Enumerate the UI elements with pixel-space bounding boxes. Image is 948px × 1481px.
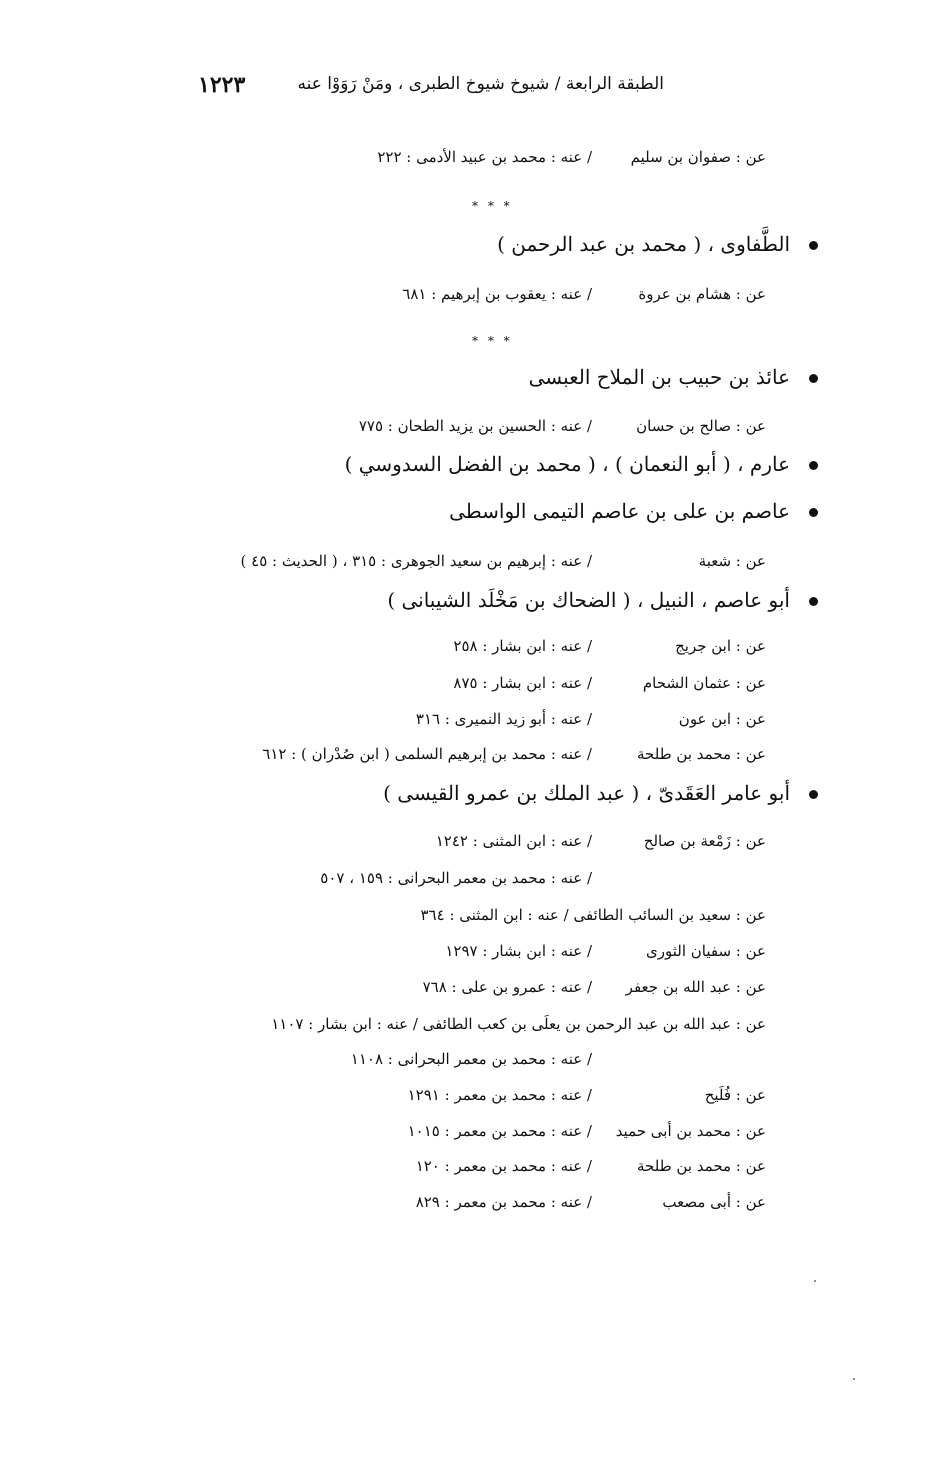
narration-to: / عنه : عمرو بن على : ٧٦٨ — [422, 978, 592, 996]
narration-from: عن : هشام بن عروة — [638, 285, 766, 303]
narration-to: / عنه : محمد بن عبيد الأدمى : ٢٢٢ — [377, 148, 592, 166]
narration-from: عن : عبد الله بن جعفر — [625, 978, 766, 996]
narration-to: / عنه : ابن المثنى : ١٢٤٢ — [435, 832, 592, 850]
bullet-icon — [809, 241, 818, 250]
section-separator: * * * — [472, 199, 513, 213]
entry-heading: عاصم بن على بن عاصم التيمى الواسطى — [449, 499, 790, 523]
narration-to: / عنه : ابن بشار : ١٢٩٧ — [445, 942, 592, 960]
narration-to: / عنه : يعقوب بن إبرهيم : ٦٨١ — [402, 285, 592, 303]
scan-speck — [814, 1280, 816, 1282]
running-header-title: الطبقة الرابعة / شيوخ شيوخ الطبرى ، ومَنْ رَوَوْا عنه — [297, 74, 664, 94]
page-number: ١٢٢٣ — [198, 72, 246, 98]
narration-to: / عنه : محمد بن معمر : ١٢٩١ — [407, 1086, 592, 1104]
narration-from: عن : ابن جريج — [675, 637, 766, 655]
bullet-icon — [809, 374, 818, 383]
narration-to: / عنه : محمد بن إبرهيم السلمى ( ابن صُدْران ) : ٦١٢ — [262, 745, 592, 763]
narration-from: عن : سفيان الثورى — [646, 942, 766, 960]
narration-from: عن : ابن عون — [678, 710, 766, 728]
bullet-icon — [809, 461, 818, 470]
narration-to: / عنه : محمد بن معمر : ١٠١٥ — [407, 1122, 592, 1140]
narration-to: / عنه : محمد بن معمر : ٨٢٩ — [415, 1193, 592, 1211]
narration-to: / عنه : إبرهيم بن سعيد الجوهرى : ٣١٥ ، ( الحديث : ٤٥ ) — [240, 552, 592, 570]
narration-to: / عنه : أبو زيد النميرى : ٣١٦ — [415, 710, 592, 728]
bullet-icon — [809, 508, 818, 517]
entry-heading: أبو عاصم ، النبيل ، ( الضحاك بن مَخْلَد الشيبانى ) — [387, 588, 790, 612]
narration-to: / عنه : محمد بن معمر البحرانى : ١٥٩ ، ٥٠٧ — [320, 869, 592, 887]
narration-from: عن : محمد بن أبى حميد — [615, 1122, 766, 1140]
narration-from: عن : صالح بن حسان — [636, 417, 766, 435]
narration-from: عن : صفوان بن سليم — [630, 148, 766, 166]
narration-line: عن : عبد الله بن عبد الرحمن بن يعلَى بن كعب الطائفى / عنه : ابن بشار : ١١٠٧ — [271, 1015, 766, 1033]
scan-speck — [853, 1378, 855, 1380]
bullet-icon — [809, 597, 818, 606]
narration-from: عن : فُلَيح — [704, 1086, 766, 1104]
narration-from: عن : عثمان الشحام — [642, 674, 766, 692]
narration-from: عن : شعبة — [698, 552, 766, 570]
narration-line — [631, 148, 766, 166]
narration-line: عن : سعيد بن السائب الطائفى / عنه : ابن المثنى : ٣٦٤ — [420, 906, 766, 924]
narration-from: عن : أبى مصعب — [662, 1193, 766, 1211]
entry-heading: عائذ بن حبيب بن الملاح العبسى — [528, 365, 790, 389]
entry-heading: الطَّفاوى ، ( محمد بن عبد الرحمن ) — [497, 232, 790, 256]
narration-to: / عنه : ابن بشار : ٨٧٥ — [453, 674, 592, 692]
narration-from: عن : محمد بن طلحة — [637, 1157, 766, 1175]
narration-to: / عنه : محمد بن معمر البحرانى : ١١٠٨ — [350, 1050, 592, 1068]
bullet-icon — [809, 790, 818, 799]
narration-to: / عنه : ابن بشار : ٢٥٨ — [453, 637, 592, 655]
narration-to: / عنه : الحسين بن يزيد الطحان : ٧٧٥ — [358, 417, 592, 435]
narration-line — [377, 148, 592, 166]
narration-from: عن : محمد بن طلحة — [637, 745, 766, 763]
entry-heading: عارم ، ( أبو النعمان ) ، ( محمد بن الفضل السدوسي ) — [344, 452, 790, 476]
entry-heading: أبو عامر العَقَدىّ ، ( عبد الملك بن عمرو القيسى ) — [383, 781, 790, 805]
narration-from: عن : زَمْعة بن صالح — [643, 832, 766, 850]
section-separator: * * * — [472, 334, 513, 348]
narration-to: / عنه : محمد بن معمر : ١٢٠ — [415, 1157, 592, 1175]
